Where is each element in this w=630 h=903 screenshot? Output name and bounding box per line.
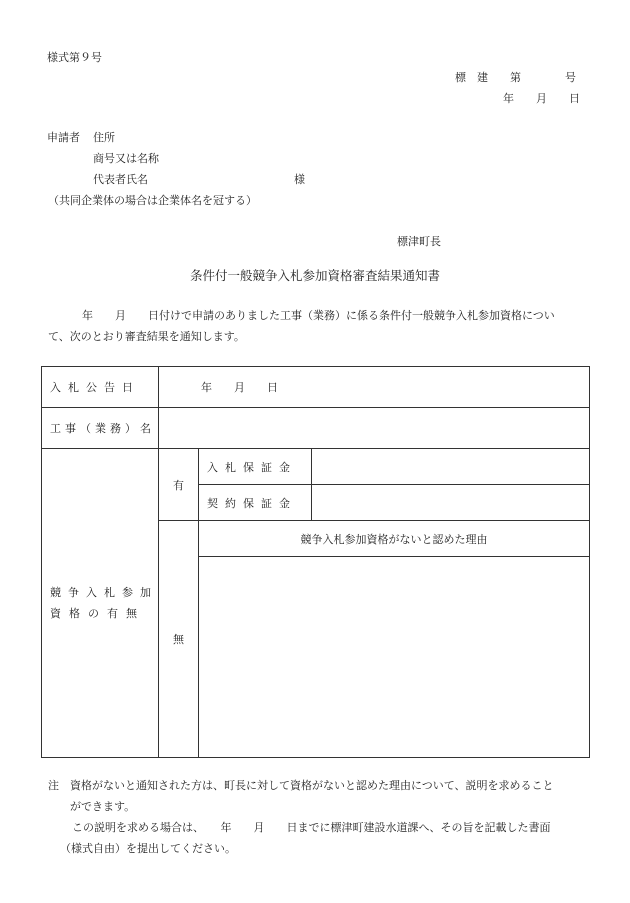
honorific: 様 — [294, 173, 305, 186]
contract-deposit-value — [312, 485, 590, 521]
bid-deposit-row — [42, 449, 590, 485]
reason-value — [199, 557, 590, 758]
qualified-no-label: 無 — [159, 521, 199, 758]
work-name-value — [159, 408, 590, 449]
intro-line-2: て、次のとおり審査結果を通知します。 — [48, 330, 245, 343]
joint-venture-note: （共同企業体の場合は企業体名を冠する） — [48, 194, 257, 207]
applicant-label: 申請者 — [47, 131, 80, 144]
trade-name-label: 商号又は名称 — [93, 152, 159, 165]
qualified-yes-label: 有 — [159, 449, 199, 521]
announce-date-value: 年 月 日 — [159, 367, 590, 408]
qualification-label-line-1: 競争入札参加 — [50, 586, 158, 599]
reason-header: 競争入札参加資格がないと認めた理由 — [199, 521, 590, 557]
issue-date-line: 年 月 日 — [503, 92, 580, 105]
announce-date-row — [42, 367, 590, 408]
intro-line-1: 年 月 日付けで申請のありました工事（業務）に係る条件付一般競争入札参加資格につい — [82, 309, 555, 322]
document-title: 条件付一般競争入札参加資格審査結果通知書 — [189, 268, 440, 283]
qualification-label-line-2: 資格の有無 — [50, 607, 145, 620]
reference-number-line: 標 建 第 号 — [455, 71, 576, 84]
work-name-label: 工事（業務）名 — [42, 408, 159, 449]
bid-deposit-label: 入札保証金 — [199, 449, 312, 485]
note-line-1: 注 資格がないと通知された方は、町長に対して資格がないと認めた理由について、説明を求めること — [48, 779, 554, 792]
note-line-3: この説明を求める場合は、 年 月 日までに標津町建設水道課へ、その旨を記載した書面 — [72, 821, 551, 834]
qualification-label — [42, 449, 159, 758]
screening-result-table — [41, 366, 590, 758]
form-number: 様式第９号 — [47, 51, 102, 64]
address-label: 住所 — [93, 131, 115, 144]
note-line-4: （様式自由）を提出してください。 — [60, 842, 236, 855]
note-line-2: ができます。 — [70, 800, 136, 813]
representative-label: 代表者氏名 — [93, 173, 148, 186]
contract-deposit-label: 契約保証金 — [199, 485, 312, 521]
work-name-row — [42, 408, 590, 449]
issuer-name: 標津町長 — [397, 235, 441, 248]
bid-deposit-value — [312, 449, 590, 485]
announce-date-label: 入札公告日 — [42, 367, 159, 408]
